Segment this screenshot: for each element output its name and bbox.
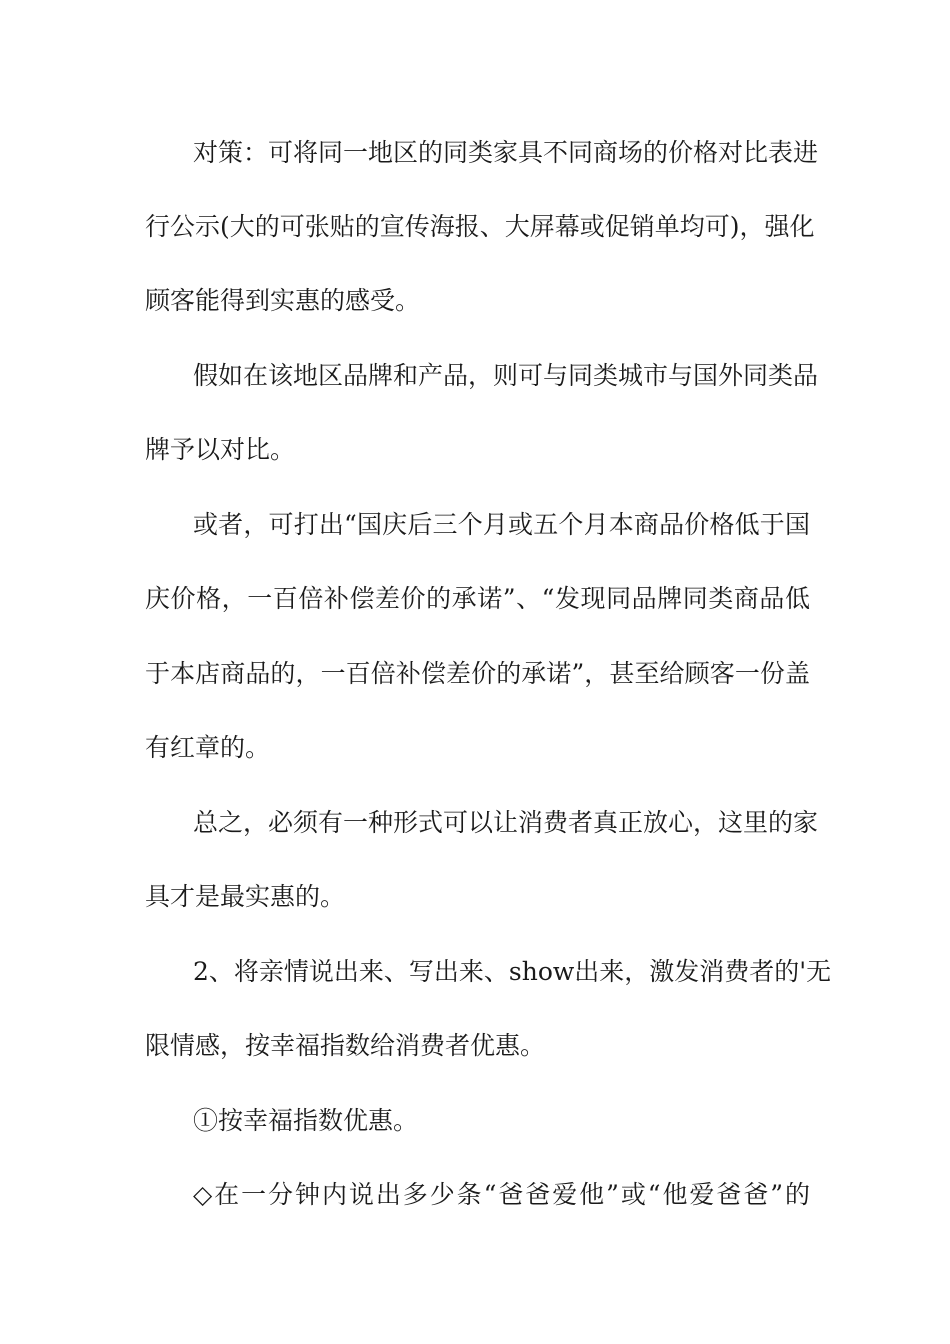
paragraph-line: ◇在一分钟内说出多少条“爸爸爱他”或“他爱爸爸”的 xyxy=(193,1180,810,1209)
paragraph-line: 总之，必须有一种形式可以让消费者真正放心，这里的家 xyxy=(193,808,819,837)
paragraph-line: 行公示(大的可张贴的宣传海报、大屏幕或促销单均可)，强化 xyxy=(145,212,815,241)
paragraph-line: 庆价格，一百倍补偿差价的承诺”、“发现同品牌同类商品低 xyxy=(145,584,810,613)
paragraph-line: 假如在该地区品牌和产品，则可与同类城市与国外同类品 xyxy=(193,361,819,390)
list-item-heading: ①按幸福指数优惠。 xyxy=(193,1106,419,1135)
paragraph-line: 于本店商品的，一百倍补偿差价的承诺”，甚至给顾客一份盖 xyxy=(145,659,810,688)
paragraph-line: 对策：可将同一地区的同类家具不同商场的价格对比表进 xyxy=(193,138,819,167)
paragraph-line: 2、将亲情说出来、写出来、show出来，激发消费者的'无 xyxy=(193,957,832,986)
paragraph-line: 有红章的。 xyxy=(145,733,271,762)
paragraph-line: 顾客能得到实惠的感受。 xyxy=(145,286,421,315)
paragraph-line: 限情感，按幸福指数给消费者优惠。 xyxy=(145,1031,546,1060)
paragraph-line: 牌予以对比。 xyxy=(145,435,296,464)
paragraph-line: 或者，可打出“国庆后三个月或五个月本商品价格低于国 xyxy=(193,510,810,539)
paragraph-line: 具才是最实惠的。 xyxy=(145,882,346,911)
